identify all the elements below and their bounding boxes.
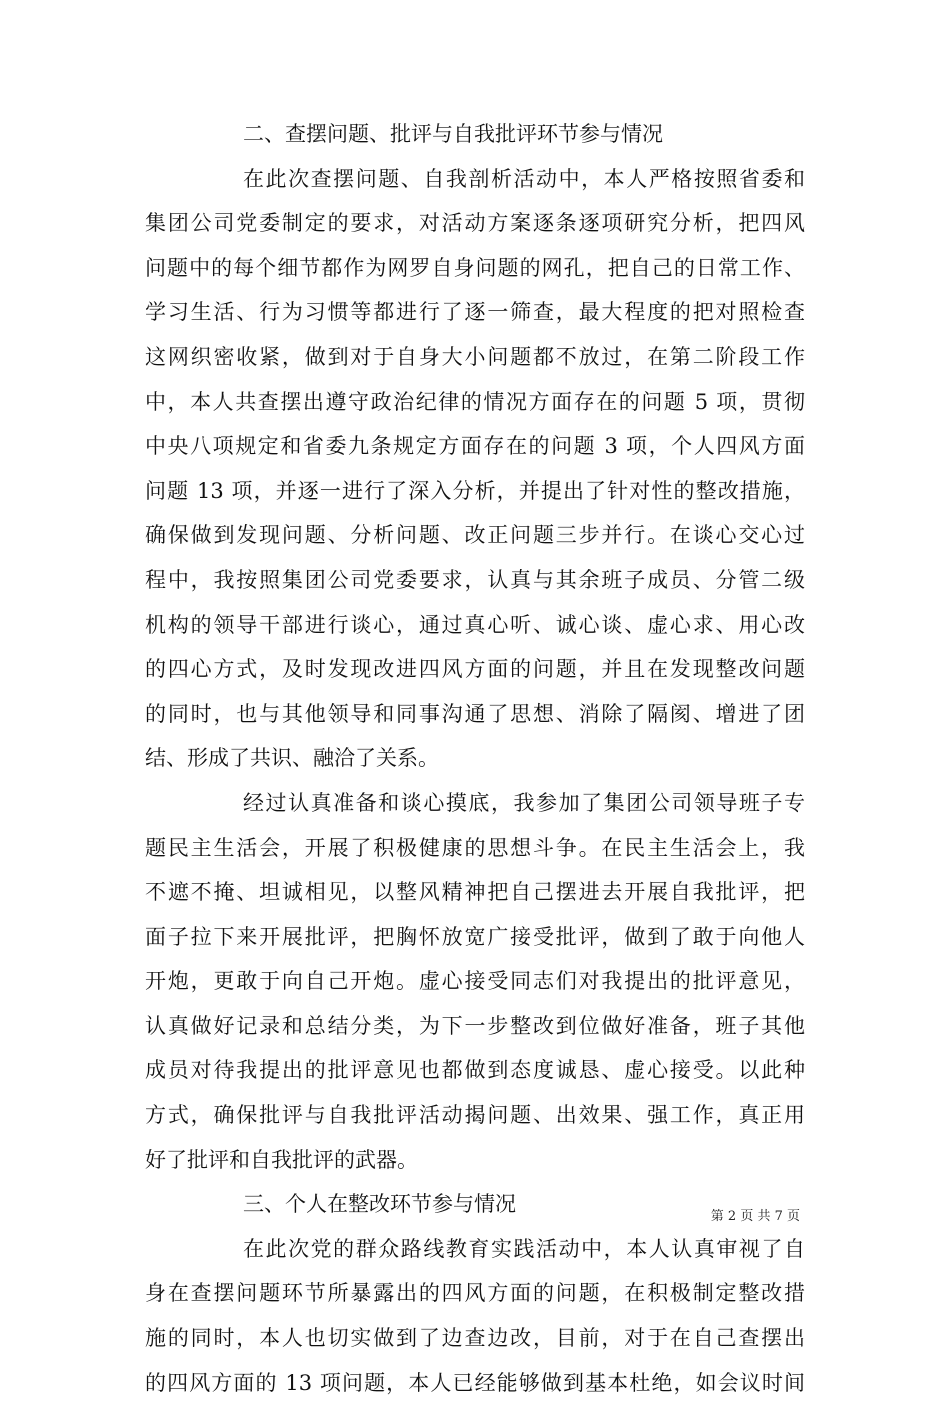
text-line: 学习生活、行为习惯等都进行了逐一筛查，最大程度的把对照检查: [145, 300, 805, 325]
text-line: 在此次查摆问题、自我剖析活动中，本人严格按照省委和: [243, 166, 805, 191]
text-line: 结、形成了共识、融洽了关系。: [145, 746, 439, 771]
text-line: 经过认真准备和谈心摸底，我参加了集团公司领导班子专: [243, 790, 805, 815]
text-line: 方式，确保批评与自我批评活动揭问题、出效果、强工作，真正用: [145, 1103, 805, 1128]
text-line: 身在查摆问题环节所暴露出的四风方面的问题，在积极制定整改措: [145, 1281, 805, 1306]
text-line: 问题中的每个细节都作为网罗自身问题的网孔，把自己的日常工作、: [145, 255, 805, 280]
text-line: 机构的领导干部进行谈心，通过真心听、诚心谈、虚心求、用心改: [145, 612, 805, 637]
text-line: 集团公司党委制定的要求，对活动方案逐条逐项研究分析，把四风: [145, 211, 805, 236]
text-line: 面子拉下来开展批评，把胸怀放宽广接受批评，做到了敢于向他人: [145, 924, 805, 949]
text-line: 中央八项规定和省委九条规定方面存在的问题 3 项，个人四风方面: [145, 434, 805, 459]
text-line: 好了批评和自我批评的武器。: [145, 1147, 418, 1172]
text-line: 问题 13 项，并逐一进行了深入分析，并提出了针对性的整改措施，: [145, 478, 805, 503]
text-line: 施的同时，本人也切实做到了边查边改，目前，对于在自己查摆出: [145, 1326, 805, 1351]
text-line: 题民主生活会，开展了积极健康的思想斗争。在民主生活会上，我: [145, 835, 805, 860]
text-line: 的四风方面的 13 项问题，本人已经能够做到基本杜绝，如会议时间: [145, 1370, 805, 1395]
text-line: 在此次党的群众路线教育实践活动中，本人认真审视了自: [243, 1236, 805, 1261]
text-line: 不遮不掩、坦诚相见，以整风精神把自己摆进去开展自我批评，把: [145, 880, 805, 905]
text-line: 这网织密收紧，做到对于自身大小问题都不放过，在第二阶段工作: [145, 344, 805, 369]
page-number-footer: 第 2 页 共 7 页: [710, 1209, 800, 1224]
text-line: 中，本人共查摆出遵守政治纪律的情况方面存在的问题 5 项，贯彻: [145, 389, 805, 414]
text-line: 的四心方式，及时发现改进四风方面的问题，并且在发现整改问题: [145, 657, 805, 682]
text-line: 认真做好记录和总结分类，为下一步整改到位做好准备，班子其他: [145, 1013, 805, 1038]
text-line: 开炮，更敢于向自己开炮。虚心接受同志们对我提出的批评意见，: [145, 969, 805, 994]
text-line: 二、查摆问题、批评与自我批评环节参与情况: [243, 122, 663, 146]
text-line: 的同时，也与其他领导和同事沟通了思想、消除了隔阂、增进了团: [145, 701, 805, 726]
text-line: 程中，我按照集团公司党委要求，认真与其余班子成员、分管二级: [145, 567, 805, 592]
text-line: 三、个人在整改环节参与情况: [243, 1192, 516, 1217]
text-line: 确保做到发现问题、分析问题、改正问题三步并行。在谈心交心过: [145, 523, 805, 548]
text-line: 成员对待我提出的批评意见也都做到态度诚恳、虚心接受。以此种: [145, 1058, 805, 1083]
document-body: [145, 112, 805, 1405]
